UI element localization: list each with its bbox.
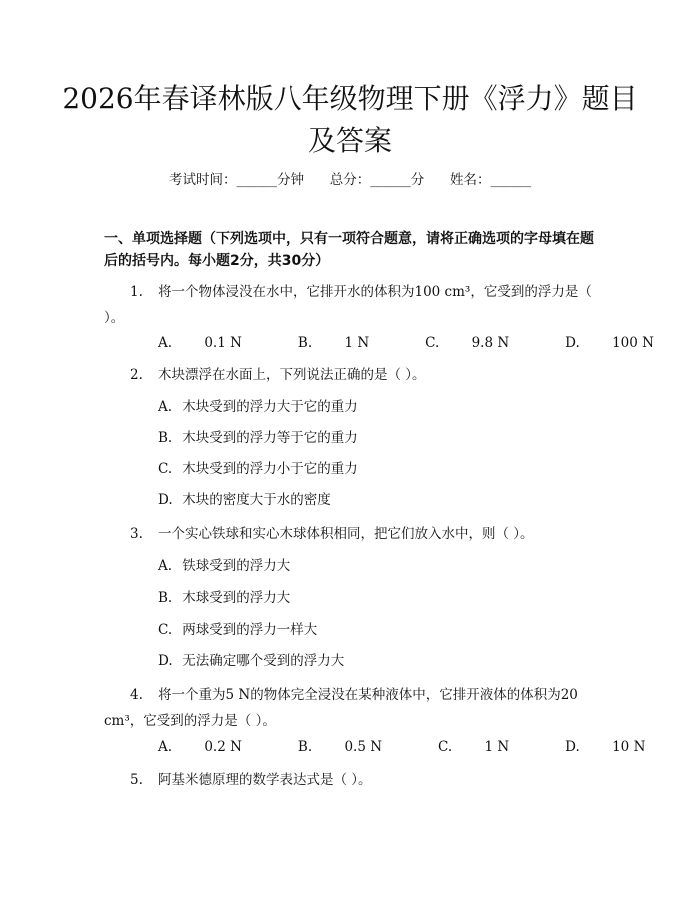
time-label: 考试时间：	[169, 172, 237, 188]
question-4-stem	[104, 682, 600, 734]
score-label: 总分：	[329, 172, 371, 188]
question-text: 木块漂浮在水面上，下列说法正确的是（ ）。	[158, 367, 426, 383]
question-text: 一个实心铁球和实心木球体积相同，把它们放入水中，则（ ）。	[158, 526, 534, 542]
question-3-option-c: C. 两球受到的浮力一样大	[158, 622, 318, 638]
question-number: 5.	[130, 772, 143, 788]
exam-info-line	[0, 168, 700, 188]
question-text: 阿基米德原理的数学表达式是（ ）。	[158, 772, 372, 788]
question-3-option-a: A. 铁球受到的浮力大	[158, 558, 291, 574]
score-blank: ______	[370, 172, 411, 188]
question-3-stem	[104, 521, 600, 547]
option-d: D. 10 N	[565, 739, 646, 755]
question-text: 将一个重为5 N的物体完全浸没在某种液体中，它排开液体的体积为20 cm³，它受到的浮力是（ ）。	[104, 687, 578, 729]
time-blank: ______	[236, 172, 277, 188]
time-unit: 分钟	[277, 172, 304, 188]
question-number: 2.	[130, 367, 143, 383]
question-4-options	[158, 734, 700, 760]
option-b: B. 0.5 N	[297, 739, 383, 755]
question-2-option-b: B. 木块受到的浮力等于它的重力	[158, 430, 358, 446]
question-2-stem	[104, 362, 600, 388]
document-title: 2026年春译林版八年级物理下册《浮力》题目及答案	[62, 82, 638, 157]
question-1-stem	[104, 279, 600, 331]
question-2-option-d: D. 木块的密度大于水的密度	[158, 492, 331, 508]
option-d: D. 100 N	[565, 335, 654, 351]
question-number: 1.	[130, 284, 143, 300]
question-2-option-c: C. 木块受到的浮力小于它的重力	[158, 461, 358, 477]
question-1-options	[158, 330, 700, 356]
question-2-option-a: A. 木块受到的浮力大于它的重力	[158, 399, 358, 415]
question-number: 4.	[130, 687, 143, 703]
question-number: 3.	[130, 526, 143, 542]
question-3-option-d: D. 无法确定哪个受到的浮力大	[158, 653, 345, 669]
question-3-option-b: B. 木球受到的浮力大	[158, 590, 291, 606]
score-unit: 分	[410, 172, 425, 188]
option-c: C. 9.8 N	[425, 335, 510, 351]
question-5-stem	[104, 767, 600, 793]
name-blank: ______	[490, 172, 531, 188]
option-b: B. 1 N	[297, 335, 370, 351]
option-a: A. 0.2 N	[158, 739, 242, 755]
option-c: C. 1 N	[438, 739, 510, 755]
section-heading: 一、单项选择题（下列选项中，只有一项符合题意，请将正确选项的字母填在题后的括号内。每小题2分，共30分）	[104, 231, 594, 269]
name-label: 姓名：	[450, 172, 491, 188]
question-text: 将一个物体浸没在水中，它排开水的体积为100 cm³，它受到的浮力是（ ）。	[104, 284, 592, 326]
option-a: A. 0.1 N	[158, 335, 242, 351]
